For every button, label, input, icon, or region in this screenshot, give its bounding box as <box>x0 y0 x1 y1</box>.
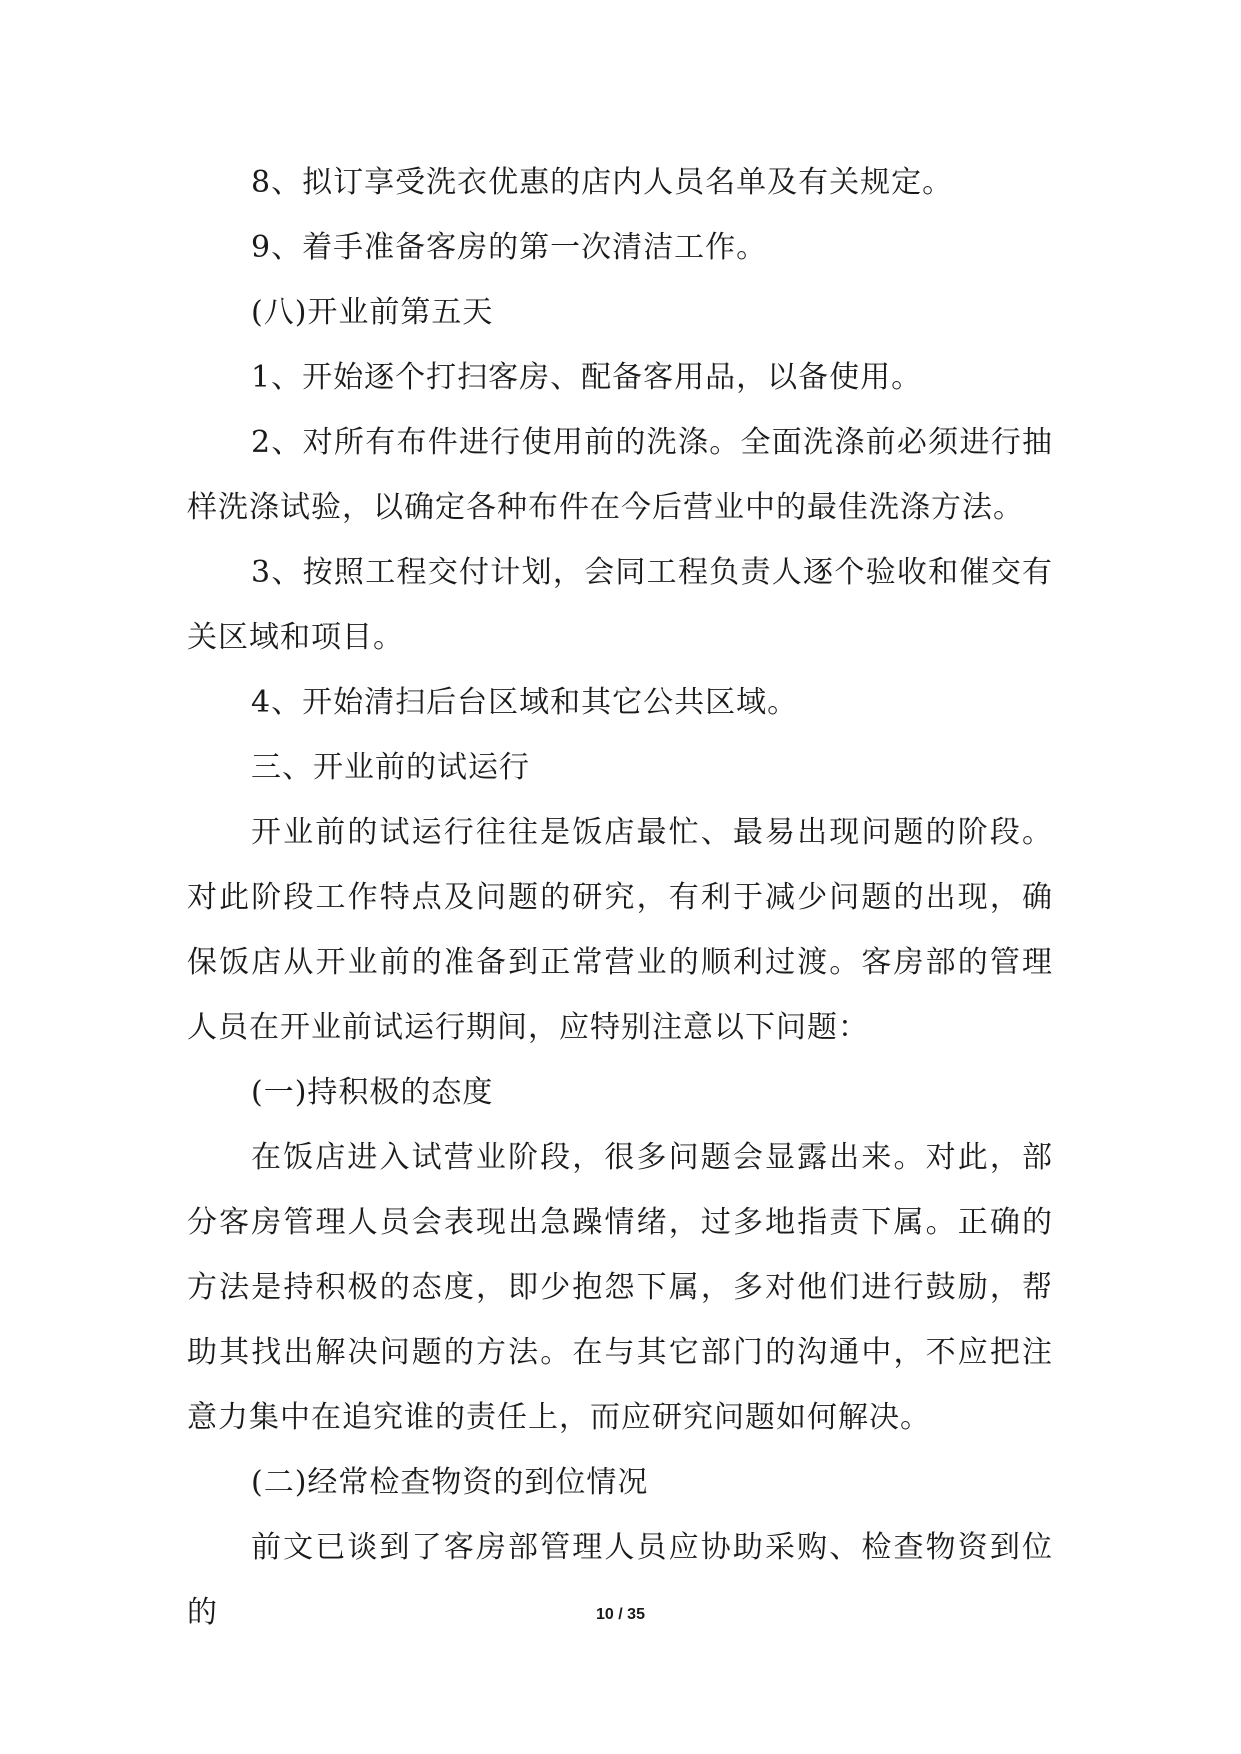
list-item: 1、开始逐个打扫客房、配备客用品，以备使用。 <box>251 360 923 395</box>
page-number: 10 / 35 <box>596 1606 645 1623</box>
body-paragraph: 前文已谈到了客房部管理人员应协助采购、检查物资到位的 <box>187 1530 1053 1630</box>
list-item: 3、按照工程交付计划，会同工程负责人逐个验收和催交有关区域和项目。 <box>187 555 1053 655</box>
section-heading: (八)开业前第五天 <box>251 295 494 330</box>
list-item: 8、拟订享受洗衣优惠的店内人员名单及有关规定。 <box>251 165 954 200</box>
list-item: 9、着手准备客房的第一次清洁工作。 <box>251 230 768 265</box>
subsection-heading: (二)经常检查物资的到位情况 <box>251 1465 649 1500</box>
section-heading: 三、开业前的试运行 <box>251 750 530 785</box>
list-item: 4、开始清扫后台区域和其它公共区域。 <box>251 685 799 720</box>
list-item: 2、对所有布件进行使用前的洗涤。全面洗涤前必须进行抽样洗涤试验，以确定各种布件在今后营业中的最佳洗涤方法。 <box>187 425 1053 525</box>
document-body <box>187 150 1053 1645</box>
body-paragraph: 在饭店进入试营业阶段，很多问题会显露出来。对此，部分客房管理人员会表现出急躁情绪，过多地指责下属。正确的方法是持积极的态度，即少抱怨下属，多对他们进行鼓励，帮助其找出解决问题的方法。在与其它部门的沟通中，不应把注意力集中在追究谁的责任上，而应研究问题如何解决。 <box>187 1140 1053 1435</box>
body-paragraph: 开业前的试运行往往是饭店最忙、最易出现问题的阶段。对此阶段工作特点及问题的研究，有利于减少问题的出现，确保饭店从开业前的准备到正常营业的顺利过渡。客房部的管理人员在开业前试运行期间，应特别注意以下问题： <box>187 815 1053 1045</box>
subsection-heading: (一)持积极的态度 <box>251 1075 494 1110</box>
